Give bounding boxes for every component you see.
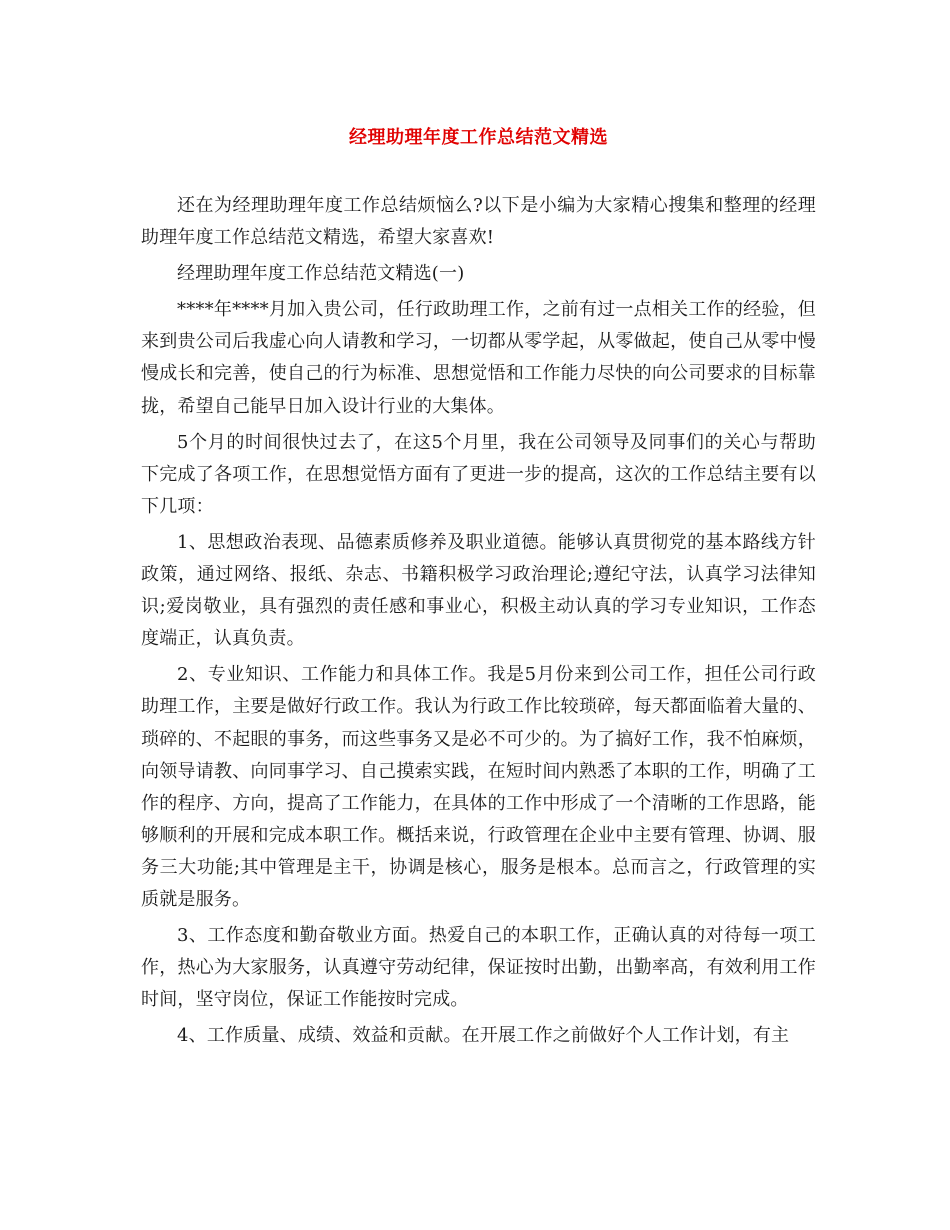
document-title: 经理助理年度工作总结范文精选 (349, 127, 608, 148)
paragraph-joining: ****年****月加入贵公司，任行政助理工作，之前有过一点相关工作的经验，但来到贵公司后我虚心向人请教和学习，一切都从零学起，从零做起，使自己从零中慢慢成长和完善，使自己的行为标准、思想觉悟和工作能力尽快的向公司要求的目标靠拢，希望自己能早日加入设计行业的大集体。 (141, 299, 816, 417)
paragraph-intro: 还在为经理助理年度工作总结烦恼么?以下是小编为大家精心搜集和整理的经理助理年度工作总结范文精选，希望大家喜欢! (141, 195, 816, 249)
paragraph-subtitle: 经理助理年度工作总结范文精选(一) (177, 263, 465, 285)
document-body (141, 190, 816, 1052)
paragraph-item-4: 4、工作质量、成绩、效益和贡献。在开展工作之前做好个人工作计划，有主 (177, 1025, 790, 1047)
paragraph-item-3: 3、工作态度和勤奋敬业方面。热爱自己的本职工作，正确认真的对待每一项工作，热心为大家服务，认真遵守劳动纪律，保证按时出勤，出勤率高，有效利用工作时间，坚守岗位，保证工作能按时完成。 (141, 925, 816, 1011)
paragraph-item-2: 2、专业知识、工作能力和具体工作。我是5月份来到公司工作，担任公司行政助理工作，主要是做好行政工作。我认为行政工作比较琐碎，每天都面临着大量的、琐碎的、不起眼的事务，而这些事务又是必不可少的。为了搞好工作，我不怕麻烦，向领导请教、向同事学习、自己摸索实践，在短时间内熟悉了本职的工作，明确了工作的程序、方向，提高了工作能力，在具体的工作中形成了一个清晰的工作思路，能够顺利的开展和完成本职工作。概括来说，行政管理在企业中主要有管理、协调、服务三大功能;其中管理是主干，协调是核心，服务是根本。总而言之，行政管理的实质就是服务。 (141, 664, 816, 910)
paragraph-item-1: 1、思想政治表现、品德素质修养及职业道德。能够认真贯彻党的基本路线方针政策，通过网络、报纸、杂志、书籍积极学习政治理论;遵纪守法，认真学习法律知识;爱岗敬业，具有强烈的责任感和事业心，积极主动认真的学习专业知识，工作态度端正，认真负责。 (141, 531, 816, 650)
paragraph-five-months: 5个月的时间很快过去了，在这5个月里，我在公司领导及同事们的关心与帮助下完成了各项工作，在思想觉悟方面有了更进一步的提高，这次的工作总结主要有以下几项： (141, 431, 816, 517)
